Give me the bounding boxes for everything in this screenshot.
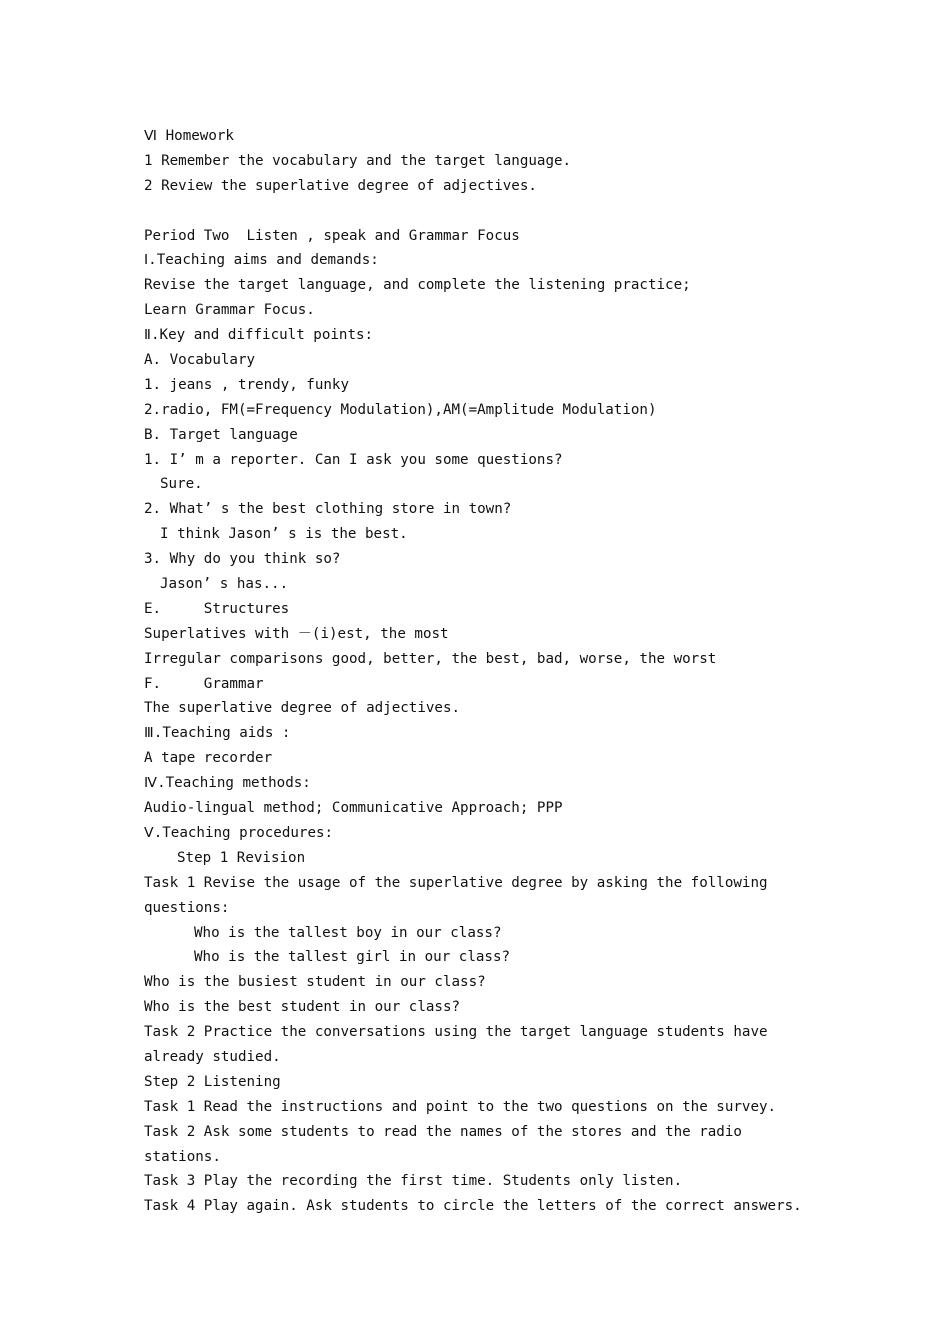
text-line: 2 Review the superlative degree of adjectives.	[144, 177, 537, 194]
text-line: E. Structures	[144, 600, 290, 617]
text-line: Who is the busiest student in our class?	[144, 974, 486, 991]
text-line: 2.radio, FM(=Frequency Modulation),AM(=Amplitude Modulation)	[144, 401, 657, 418]
text-line: Irregular comparisons good, better, the best, bad, worse, the worst	[144, 650, 717, 667]
text-line: Sure.	[160, 476, 203, 493]
text-line: F. Grammar	[144, 675, 264, 692]
text-line: Task 2 Practice the conversations using the target language students have	[144, 1024, 768, 1041]
text-line: Ⅲ.Teaching aids :	[144, 725, 291, 742]
text-line: Learn Grammar Focus.	[144, 302, 315, 319]
text-line: Ⅵ Homework	[144, 128, 234, 144]
text-line: 1 Remember the vocabulary and the target language.	[144, 152, 572, 169]
text-line: 1. jeans , trendy, funky	[144, 376, 349, 393]
text-line: Period Two Listen , speak and Grammar Focus	[144, 227, 520, 244]
text-line: Who is the tallest girl in our class?	[194, 949, 511, 966]
text-line: 2. What’ s the best clothing store in town?	[144, 501, 512, 518]
text-line: Task 1 Read the instructions and point to the two questions on the survey.	[144, 1098, 777, 1115]
text-line: Audio-lingual method; Communicative Approach; PPP	[144, 800, 563, 817]
text-line: B. Target language	[144, 426, 298, 443]
text-line: 1. I’ m a reporter. Can I ask you some questions?	[144, 451, 563, 468]
text-line: A. Vocabulary	[144, 352, 256, 369]
document-body	[144, 124, 844, 1219]
blank-line	[144, 199, 844, 224]
text-line: stations.	[144, 1148, 221, 1165]
text-line: Step 2 Listening	[144, 1073, 281, 1090]
text-line: Task 3 Play the recording the first time. Students only listen.	[144, 1173, 683, 1190]
text-line: Jason’ s has...	[160, 576, 289, 593]
text-line: Who is the tallest boy in our class?	[194, 924, 502, 941]
text-line: I think Jason’ s is the best.	[160, 526, 408, 543]
text-line: The superlative degree of adjectives.	[144, 700, 461, 717]
text-line: Ⅱ.Key and difficult points:	[144, 327, 374, 344]
text-line: Task 1 Revise the usage of the superlative degree by asking the following	[144, 874, 768, 891]
text-line: A tape recorder	[144, 750, 273, 767]
text-line: Revise the target language, and complete the listening practice;	[144, 277, 691, 294]
text-line: Ⅴ.Teaching procedures:	[144, 824, 334, 841]
text-line: Step 1 Revision	[177, 849, 306, 866]
text-line: already studied.	[144, 1048, 281, 1065]
text-line: 3. Why do you think so?	[144, 551, 341, 568]
text-line: Who is the best student in our class?	[144, 999, 461, 1016]
text-line: Task 2 Ask some students to read the names of the stores and the radio	[144, 1123, 742, 1140]
text-line: Superlatives with －(i)est, the most	[144, 625, 449, 642]
text-line: questions:	[144, 899, 230, 916]
text-line: Ⅳ.Teaching methods:	[144, 775, 311, 792]
text-line: Task 4 Play again. Ask students to circle the letters of the correct answers.	[144, 1198, 802, 1215]
text-line: Ⅰ.Teaching aims and demands:	[144, 252, 379, 269]
